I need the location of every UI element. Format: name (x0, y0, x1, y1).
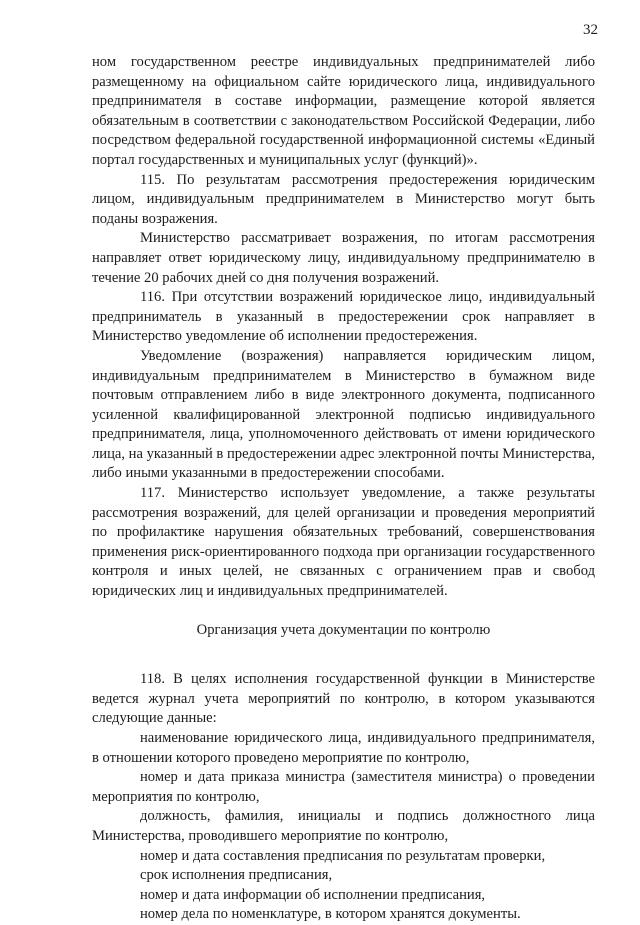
list-item-case-number: номер дела по номенклатуре, в котором хранятся документы. (140, 906, 521, 923)
list-item-official: должность, фамилия, инициалы и подпись должностного лица Министерства, проводившего мероприятие по контролю, (92, 808, 595, 844)
list-item-prescription-number: номер и дата составления предписания по результатам проверки, (140, 847, 546, 864)
document-body (92, 53, 595, 925)
page-number: 32 (583, 22, 598, 38)
section-heading: Организация учета документации по контролю (196, 621, 491, 638)
paragraph-continuation: ном государственном реестре индивидуальных предпринимателей либо размещенному на официальном сайте юридического лица, индивидуального предпринимателя в составе информации, размещение которой является обязательным в соответствии с законодательством Российской Федерации, либо посредством федеральной государственной информационной системы «Единый портал государственных и муниципальных услуг (функций)». (92, 54, 595, 168)
paragraphs-before-heading (92, 53, 595, 602)
paragraph-117: 117. Министерство использует уведомление, а также результаты рассмотрения возражений, для целей организации и проведения мероприятий по профилактике нарушения обязательных требований, совершенствования применения риск-ориентированного подхода при организации государственного контроля и иных целей, не связанных с ограничением прав и свобод юридических лиц и индивидуальных предпринимателей. (92, 485, 595, 600)
paragraph-116: 116. При отсутствии возражений юридическое лицо, индивидуальный предприниматель в указанный в предостережении срок направляет в Министерство уведомление об исполнении предостережения. (92, 289, 595, 345)
paragraph-ministry-review: Министерство рассматривает возражения, по итогам рассмотрения направляет ответ юридическому лицу, индивидуальному предпринимателю в течение 20 рабочих дней со дня получения возражений. (92, 230, 595, 286)
list-item-prescription-deadline: срок исполнения предписания, (140, 867, 333, 884)
paragraph-118: 118. В целях исполнения государственной функции в Министерстве ведется журнал учета мероприятий по контролю, в котором указываются следующие данные: (92, 671, 595, 727)
paragraph-115: 115. По результатам рассмотрения предостережения юридическим лицом, индивидуальным предпринимателем в Министерство могут быть поданы возражения. (92, 171, 595, 227)
paragraph-notification: Уведомление (возражения) направляется юридическим лицом, индивидуальным предпринимателем в Министерство в бумажном виде почтовым отправлением либо в виде электронного документа, подписанного усиленной квалифицированной электронной подписью индивидуального предпринимателя, лица, уполномоченного действовать от имени юридического лица, на указанный в предостережении адрес электронной почты Министерства, либо иными указанными в предостережении способами. (92, 347, 595, 482)
list-item-order-number: номер и дата приказа министра (заместителя министра) о проведении мероприятия по контролю, (92, 769, 595, 805)
list-item-execution-info: номер и дата информации об исполнении предписания, (140, 886, 486, 903)
paragraphs-after-heading (92, 670, 595, 925)
list-item-organization-name: наименование юридического лица, индивидуального предпринимателя, в отношении которого проведено мероприятие по контролю, (92, 730, 595, 766)
